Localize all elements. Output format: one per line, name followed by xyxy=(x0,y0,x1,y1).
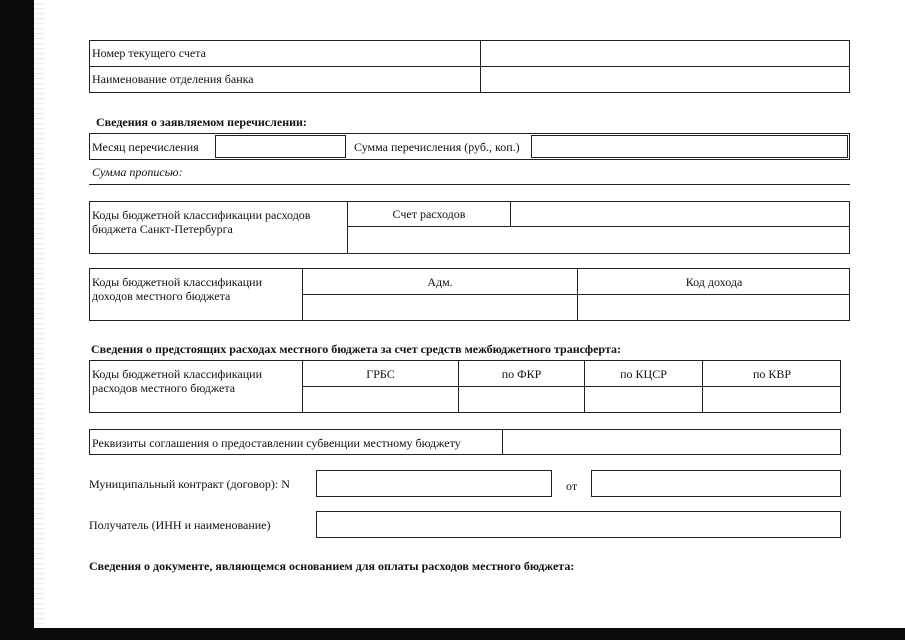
scan-edge-bottom xyxy=(0,628,905,640)
income-code-field[interactable] xyxy=(579,296,848,319)
contract-label: Муниципальный контракт (договор): N xyxy=(89,477,290,491)
agreement-label: Реквизиты соглашения о предоставлении субвенции местному бюджету xyxy=(92,436,461,450)
contract-date-field[interactable] xyxy=(591,470,841,497)
contract-number-field[interactable] xyxy=(316,470,552,497)
scan-noise xyxy=(34,0,44,640)
agreement-field[interactable] xyxy=(504,431,839,453)
grbs-header: ГРБС xyxy=(366,367,395,381)
income-code-header: Код дохода xyxy=(685,275,743,289)
kvr-header: по КВР xyxy=(752,367,792,381)
agreement-col-divider xyxy=(502,429,503,455)
current-account-label: Номер текущего счета xyxy=(92,46,206,60)
amount-words-label: Сумма прописью: xyxy=(92,165,183,179)
fkr-field[interactable] xyxy=(460,388,582,411)
document-heading: Сведения о документе, являющемся основанием для оплаты расходов местного бюджета: xyxy=(89,559,575,573)
transfer-heading: Сведения о заявляемом перечислении: xyxy=(96,115,307,129)
local-income-row-divider xyxy=(302,294,850,295)
month-field[interactable] xyxy=(215,135,346,158)
kcsr-header: по КЦСР xyxy=(620,367,667,381)
spb-account-header: Счет расходов xyxy=(392,207,466,221)
adm-field[interactable] xyxy=(304,296,575,319)
account-table-divider xyxy=(89,66,850,67)
spb-codes-row-divider xyxy=(347,226,850,227)
kvr-field[interactable] xyxy=(704,388,839,411)
spb-codes-label: Коды бюджетной классификации расходов бюджета Санкт-Петербурга xyxy=(92,208,311,236)
adm-header: Адм. xyxy=(427,275,453,289)
fkr-header: по ФКР xyxy=(501,367,542,381)
amount-words-field[interactable] xyxy=(190,162,848,182)
recipient-label: Получатель (ИНН и наименование) xyxy=(89,518,271,532)
amount-label: Сумма перечисления (руб., коп.) xyxy=(354,140,520,154)
spb-codes-sub-divider xyxy=(510,201,511,226)
current-account-field[interactable] xyxy=(482,42,848,65)
account-table-col-divider xyxy=(480,40,481,93)
contract-date-from-label: от xyxy=(566,479,578,493)
spb-codes-value-field[interactable] xyxy=(349,228,848,252)
recipient-field[interactable] xyxy=(316,511,841,538)
local-income-codes-label: Коды бюджетной классификации доходов местного бюджета xyxy=(92,275,262,303)
month-label: Месяц перечисления xyxy=(92,140,199,154)
kcsr-field[interactable] xyxy=(586,388,700,411)
bank-branch-field[interactable] xyxy=(482,68,848,91)
upcoming-row-divider xyxy=(302,386,841,387)
amount-field[interactable] xyxy=(531,135,848,158)
grbs-field[interactable] xyxy=(304,388,456,411)
bank-branch-label: Наименование отделения банка xyxy=(92,72,254,86)
amount-words-underline xyxy=(89,184,850,185)
scan-edge-left xyxy=(0,0,34,640)
upcoming-heading: Сведения о предстоящих расходах местного бюджета за счет средств межбюджетного трансферта: xyxy=(91,342,621,356)
spb-account-field[interactable] xyxy=(512,203,848,225)
upcoming-codes-label: Коды бюджетной классификации расходов местного бюджета xyxy=(92,367,262,395)
